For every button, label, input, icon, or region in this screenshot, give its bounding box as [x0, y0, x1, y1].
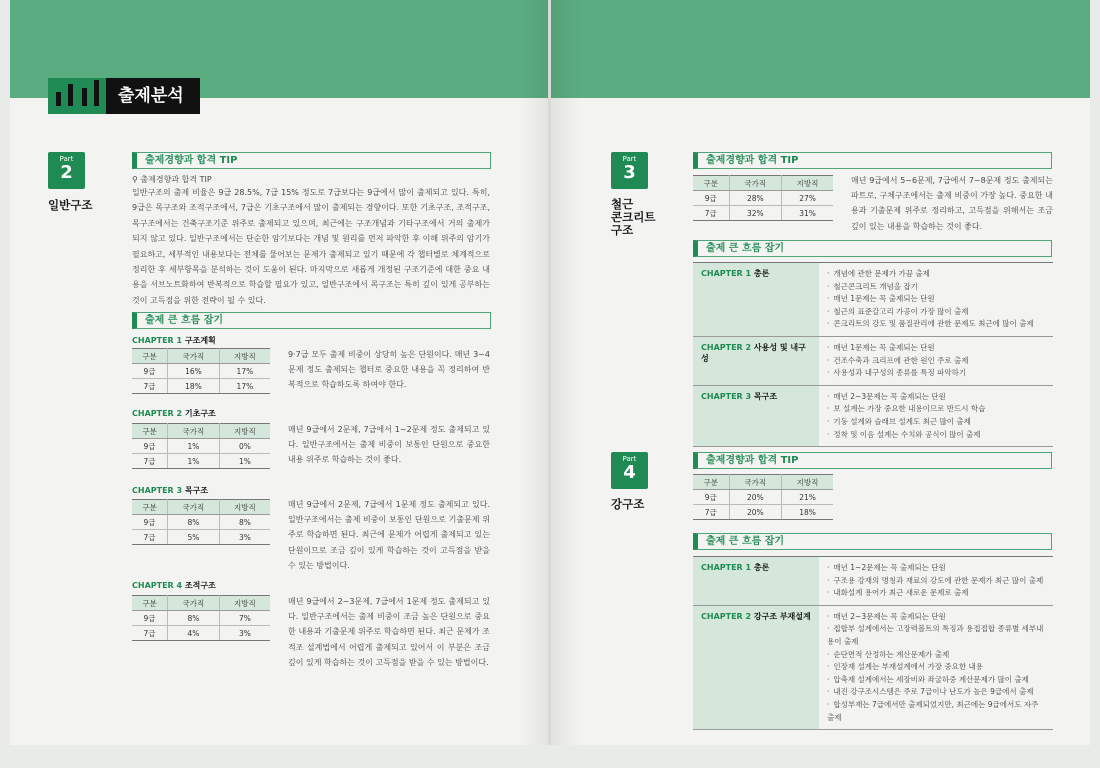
tip-section-title: 출제경향과 합격 TIP — [132, 152, 491, 169]
bulb-icon: ⚲ — [132, 175, 138, 184]
header-band — [551, 0, 1090, 98]
flow-chapter-1: CHAPTER 1 총론 — [693, 557, 819, 606]
flow-section-title: 출제 큰 흐름 잡기 — [132, 312, 491, 329]
tip-body: 일반구조의 출제 비율은 9급 28.5%, 7급 15% 정도로 7급보다는 9급에서 많이 출제되고 있다. 특히, 9급은 목구조와 조적구조에서, 7급은 기초구조에서 많이 출제되는 경향이다. 또한 기초구조, 조적구조, 목구조에서는 건축구조기준 위주로 출제되고 있으며, 최근에는 구조개념과 기타구조에서 거의 출제가 되지 않고 있다. 일반구조에서는 단순한 암기보다는 개념 및 원리를 먼저 파악한 후 이해 위주의 암기가 필요하고, 세부적인 내용보다는 전체를 물어보는 문제가 출제되고 있기 때문에 각 챕터별로 체계적으로 정리한 후 세부항목을 분석하는 것이 도움이 된다. 마지막으로 새롭게 개정된 구조기준에 대한 중요 내용을 서브노트화하여 반복적으로 학습할 필요가 있고, 일반구조에서 목구조는 특히 깊이 있게 공부하는 것이 고득점을 위한 전략이 될 수 있다. — [132, 188, 490, 305]
chapter-1-heading: CHAPTER 1 구조계획 — [132, 336, 216, 345]
section-header — [48, 78, 200, 114]
part-4-tip-title: 출제경향과 합격 TIP — [693, 452, 1052, 469]
flow-chapter-3: CHAPTER 3 목구조 — [693, 385, 819, 446]
part-3-badge: Part 3 — [611, 152, 648, 189]
chapter-3-heading: CHAPTER 3 목구조 — [132, 486, 209, 495]
right-page — [551, 0, 1090, 745]
part-4-table: 구분 국가직 지방직 9급 20% 21% 7급 20% 18% — [693, 474, 833, 520]
chapter-3-table: 구분 국가직 지방직 9급 8% 8% 7급 5% 3% — [132, 499, 270, 545]
page-title: 출제분석 — [106, 78, 200, 114]
header-bars-icon — [48, 78, 106, 114]
flow-chapter-2: CHAPTER 2 강구조 부재설계 — [693, 605, 819, 729]
part-3-name: 철근 콘크리트 구조 — [611, 197, 656, 237]
part-4-flow-title: 출제 큰 흐름 잡기 — [693, 533, 1052, 550]
part-2-name: 일반구조 — [48, 198, 93, 212]
chapter-2-heading: CHAPTER 2 기초구조 — [132, 409, 216, 418]
chapter-2-table: 구분 국가직 지방직 9급 1% 0% 7급 1% 1% — [132, 423, 270, 469]
flow-chapter-1: CHAPTER 1 총론 — [693, 263, 819, 337]
chapter-4-table: 구분 국가직 지방직 9급 8% 7% 7급 4% 3% — [132, 595, 270, 641]
chapter-4-desc: 매년 9급에서 2~3문제, 7급에서 1문제 정도 출제되고 있다. 일반구조에서는 출제 비중이 조금 높은 단원으로 중요한 내용과 기출문제 위주로 학습하면 된다. 최근 문제가 조적조 설계법에서 어렵게 출제되고 있어서 이 부분은 조금 깊이 있게 학습하는 것이 고득점을 받을 수 있는 방법이다. — [288, 597, 490, 667]
part-3-tip-desc: 매년 9급에서 5~6문제, 7급에서 7~8문제 정도 출제되는 파트로, 구체구조에서는 출제 비중이 가장 높다. 중요한 내용과 기출문제 위주로 정리하고, 고득점을 위해서는 조금 깊이 있는 내용을 학습하는 것이 좋다. — [851, 176, 1053, 231]
part-2-badge: Part 2 — [48, 152, 85, 189]
flow-chapter-2: CHAPTER 2 사용성 및 내구성 — [693, 336, 819, 385]
part-4-name: 강구조 — [611, 497, 645, 511]
part-3-flow-table: CHAPTER 1 총론 · 개념에 관한 문제가 가끔 출제 · 철근콘크리트 개념을 잡기 · 매년 1문제는 꼭 출제되는 단원 · 철근의 표준갈고리 가공이 가장 많이 출제 · 콘크리트의 강도 및 품질관리에 관한 문제도 최근에 많이 출제 CHAPTER 2 사용성 및 내구성 · 매년 1문제는 꼭 출제되는 단원 · 건조수축과 크리프에 관한 원인 주로 출제 · 사용성과 내구성의 종류를 특징 파악하기 CHAPTER 3 목구조 · 매년 2~3문제는 꼭 출제되는 단원 · 보 설계는 가장 중요한 내용이므로 반드시 학습 · 기둥 설계와 슬래브 설계도 최근 많이 출제 · 정착 및 이음 설계는 수치와 공식이 많이 출제 — [693, 262, 1053, 447]
left-page — [10, 0, 550, 745]
chapter-2-desc: 매년 9급에서 2문제, 7급에서 1~2문제 정도 출제되고 있다. 일반구조에서는 출제 비중이 보통인 단원으로 중요한 내용 위주로 학습하는 것이 좋다. — [288, 425, 490, 465]
part-4-flow-table: CHAPTER 1 총론 · 매년 1~2문제는 꼭 출제되는 단원 · 구조용 강재의 명칭과 재료의 강도에 관한 문제가 최근 많이 출제 · 내화설계 용어가 최근 새로운 문제로 출제 CHAPTER 2 강구조 부재설계 · 매년 2~3문제는 꼭 출제되는 단원 · 접합부 설계에서는 고장력볼트의 특징과 용접접합 종류별 세부내용이 출제 · 순단면적 산정하는 계산문제가 출제 · 인장재 설계는 부재설계에서 가장 중요한 내용 · 압축재 설계에서는 세장비와 좌굴하중 계산문제가 많이 출제 · 내진 강구조시스템은 주로 7급이나 난도가 높은 9급에서 출제 · 합성부재는 7급에서만 출제되었지만, 최근에는 9급에서도 자주 출제 — [693, 556, 1053, 730]
chapter-1-table: 구분 국가직 지방직 9급 16% 17% 7급 18% 17% — [132, 348, 270, 394]
chapter-3-desc: 매년 9급에서 2문제, 7급에서 1문제 정도 출제되고 있다. 일반구조에서는 출제 비중이 보통인 단원으로 기출문제 위주로 학습하면 된다. 최근에 문제가 어렵게 출제되고 있는 단원이므로 조금 깊이 있게 학습하는 것이 고득점을 받을 수 있는 방법이다. — [288, 500, 490, 570]
chapter-1-desc: 9·7급 모두 출제 비중이 상당히 높은 단원이다. 매년 3~4문제 정도 출제되는 챕터로 중요한 내용을 꼭 정리하여 반복적으로 학습하도록 하여야 한다. — [288, 350, 490, 390]
tip-subtitle: ⚲ 출제경향과 합격 TIP — [132, 175, 212, 184]
part-4-badge: Part 4 — [611, 452, 648, 489]
chapter-4-heading: CHAPTER 4 조적구조 — [132, 581, 216, 590]
part-3-table: 구분 국가직 지방직 9급 28% 27% 7급 32% 31% — [693, 175, 833, 221]
part-3-flow-title: 출제 큰 흐름 잡기 — [693, 240, 1052, 257]
part-3-tip-title: 출제경향과 합격 TIP — [693, 152, 1052, 169]
